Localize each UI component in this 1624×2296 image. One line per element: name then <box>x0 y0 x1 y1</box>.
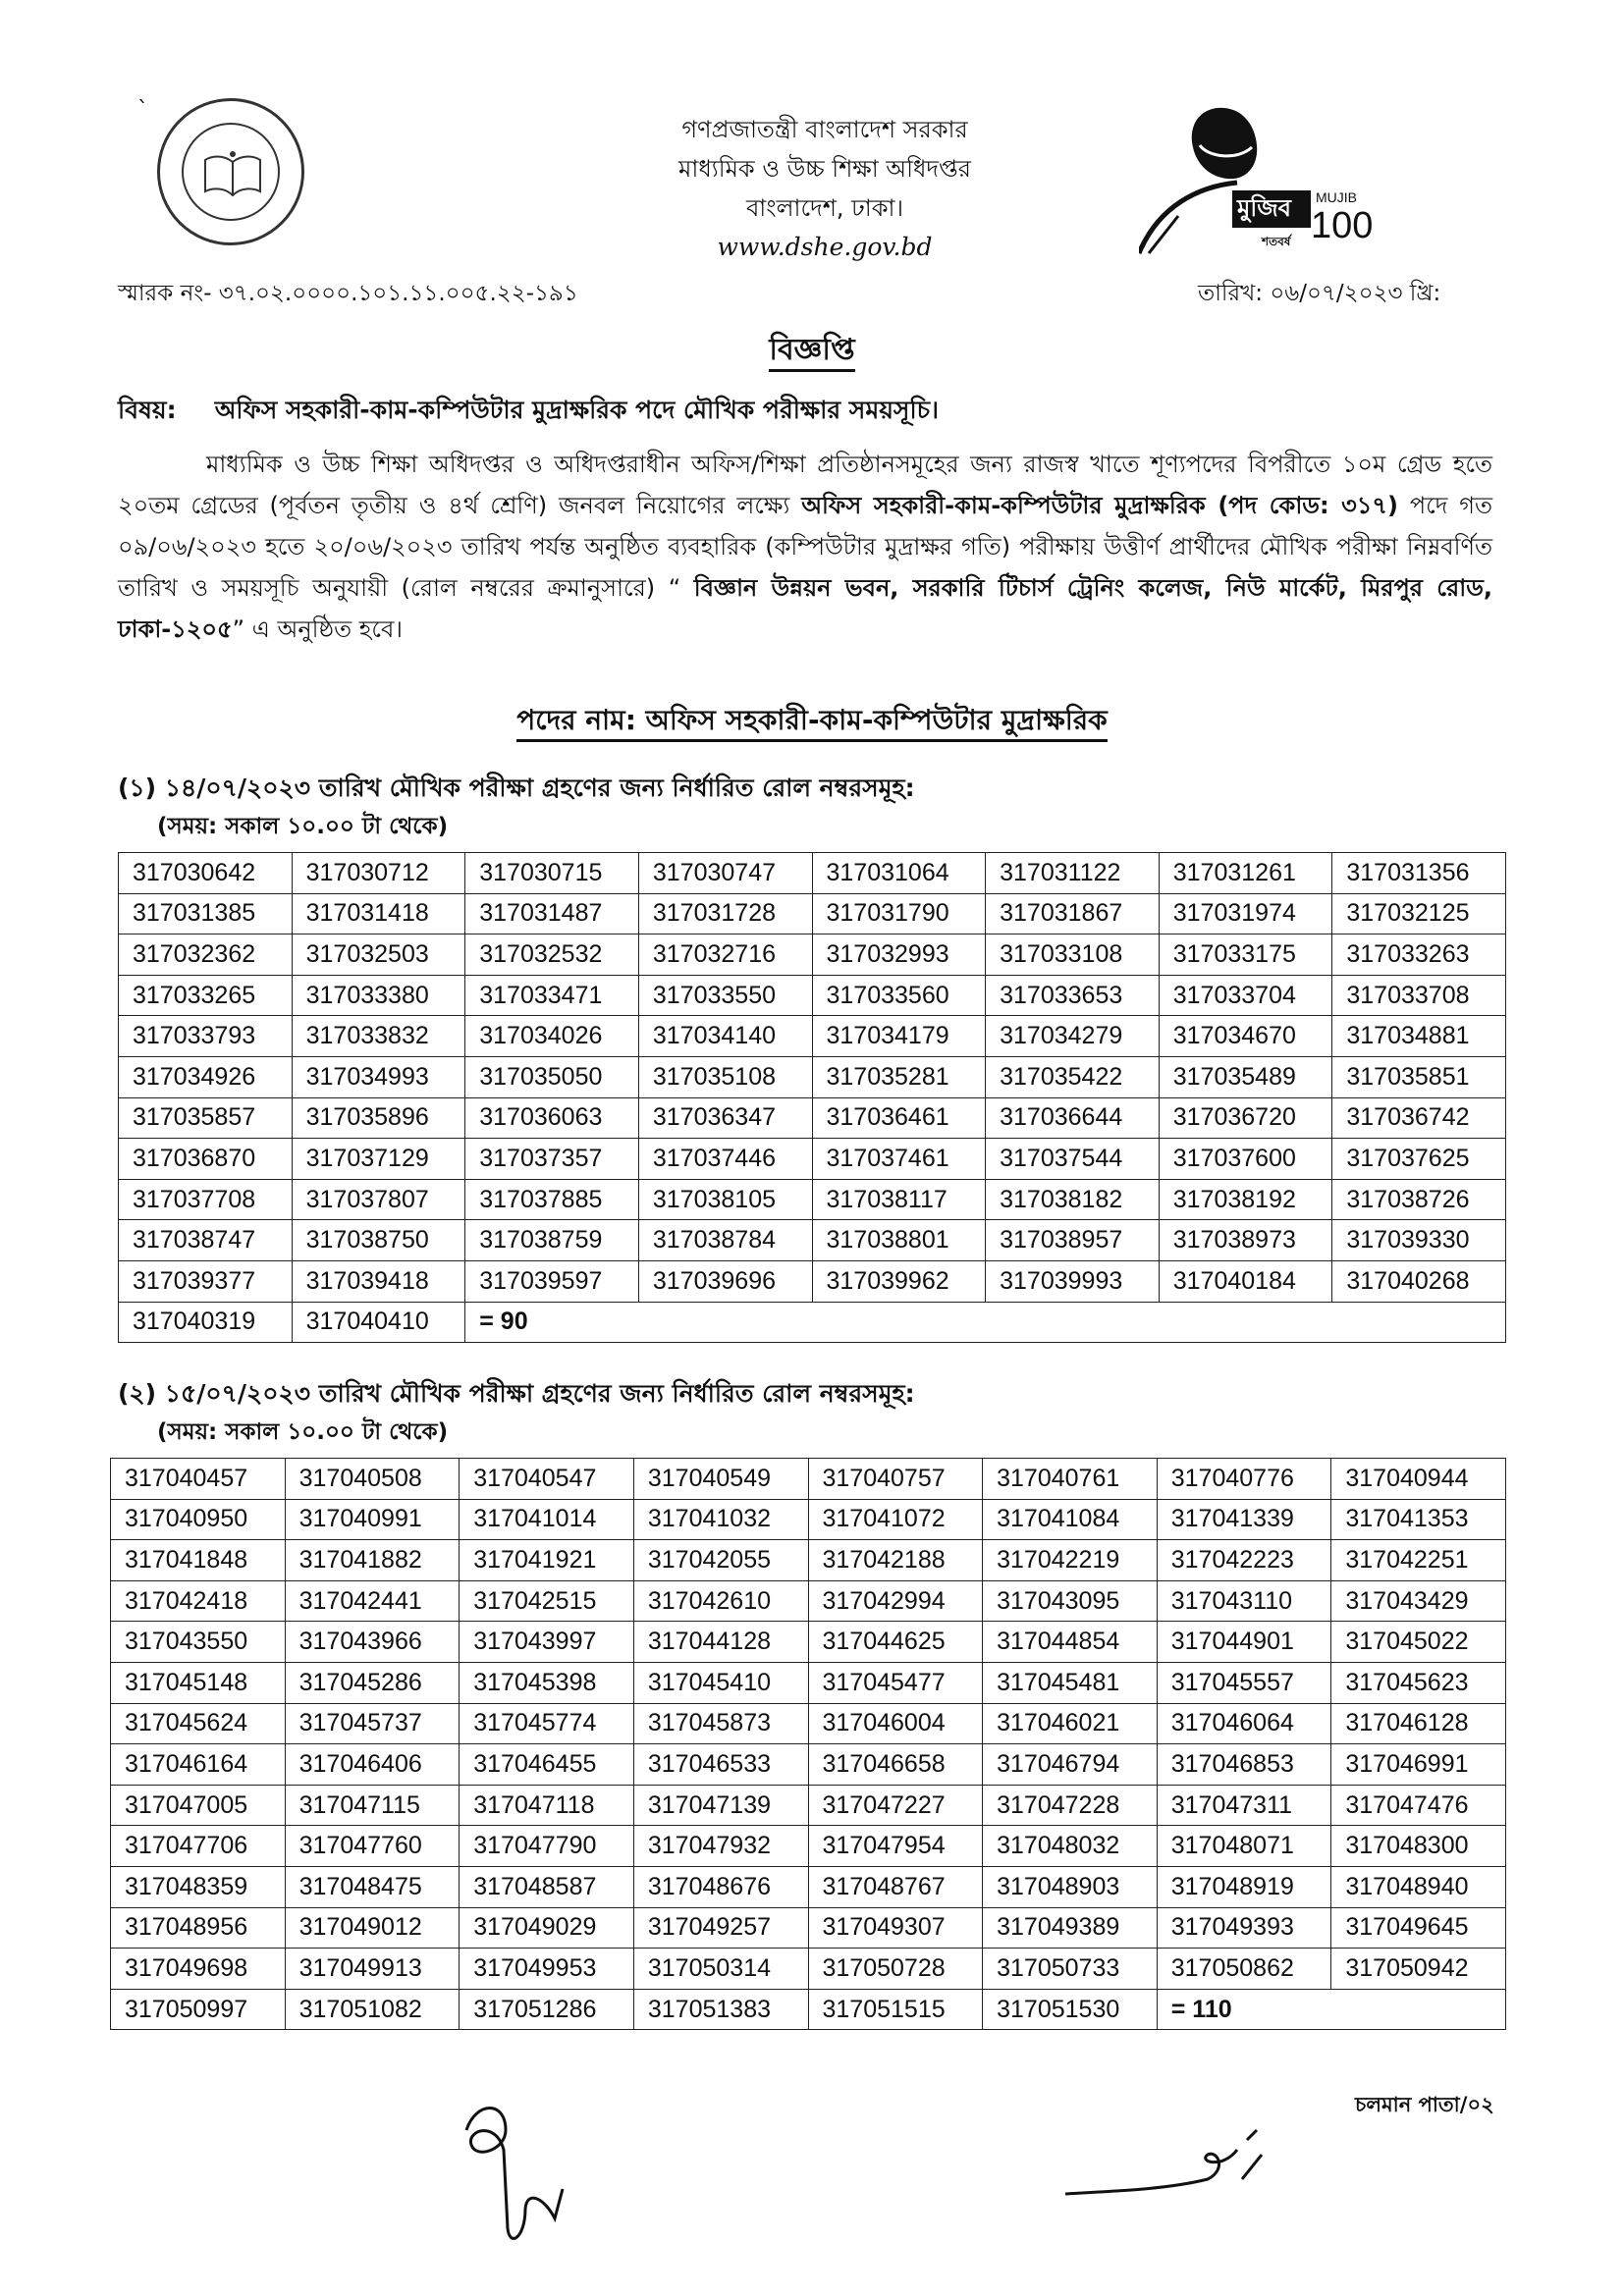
roll-number-cell: 317045623 <box>1331 1662 1506 1703</box>
roll-number-cell: 317042188 <box>808 1540 983 1581</box>
body-part2: পদে গত ০৯/০৬/২০২৩ হতে ২০/০৬/২০২৩ তারিখ পর্যন্ত অনুষ্ঠিত ব্যবহারিক (কম্পিউটার মুদ্রাক্ষর গতি) পরীক্ষায় উত্তীর্ণ প্রার্থীদের মৌখিক পরীক্ষা নিম্নবর্ণিত তারিখ ও সময়সূচি অনুযায়ী (রোল নম্বরের ক্রমানুসারে) “ <box>118 492 1492 602</box>
section2-roll-table <box>110 1458 1506 2030</box>
section2-time: (সময়: সকাল ১০.০০ টা থেকে) <box>157 1419 449 1445</box>
roll-number-cell: 317041072 <box>808 1499 983 1540</box>
roll-number-cell: 317031122 <box>986 853 1160 894</box>
roll-number-cell: 317041084 <box>983 1499 1158 1540</box>
roll-number-cell: 317042219 <box>983 1540 1158 1581</box>
roll-number-cell: 317051286 <box>460 1989 634 2030</box>
roll-number-cell: 317050733 <box>983 1949 1158 1990</box>
roll-number-cell: 317047115 <box>285 1785 460 1826</box>
roll-number-cell: 317047005 <box>111 1785 286 1826</box>
roll-number-cell: 317044128 <box>633 1622 808 1663</box>
roll-number-cell: 317045557 <box>1157 1662 1331 1703</box>
roll-number-cell: 317041848 <box>111 1540 286 1581</box>
education-logo <box>157 98 304 245</box>
roll-number-cell: 317042441 <box>285 1580 460 1622</box>
svg-text:100: 100 <box>1311 205 1374 246</box>
roll-number-cell: 317039962 <box>812 1260 986 1302</box>
table-row <box>119 934 1506 976</box>
roll-number-cell: 317046021 <box>983 1703 1158 1744</box>
roll-number-cell: 317034993 <box>292 1056 465 1097</box>
roll-number-cell: 317046991 <box>1331 1744 1506 1786</box>
table-row <box>119 1097 1506 1139</box>
roll-number-cell: 317033560 <box>812 975 986 1016</box>
notice-title-text: বিজ্ঞপ্তি <box>769 333 854 372</box>
roll-number-cell: 317039418 <box>292 1260 465 1302</box>
roll-number-cell: 317036720 <box>1159 1097 1332 1139</box>
roll-number-cell: 317033704 <box>1159 975 1332 1016</box>
roll-number-cell: 317046128 <box>1331 1703 1506 1744</box>
roll-number-cell: 317048919 <box>1157 1866 1331 1907</box>
margin-mark: ˋ <box>137 98 148 123</box>
roll-number-cell: 317035857 <box>119 1097 293 1139</box>
roll-number-cell: 317034926 <box>119 1056 293 1097</box>
table-row <box>119 1220 1506 1261</box>
roll-number-cell: 317037708 <box>119 1179 293 1220</box>
roll-number-cell: 317047228 <box>983 1785 1158 1826</box>
svg-text:MUJIB: MUJIB <box>1316 189 1357 205</box>
roll-number-cell: 317038182 <box>986 1179 1160 1220</box>
roll-number-cell: 317045774 <box>460 1703 634 1744</box>
roll-number-cell: 317043966 <box>285 1622 460 1663</box>
table-row <box>119 1179 1506 1220</box>
roll-number-cell: 317031356 <box>1332 853 1506 894</box>
roll-number-cell: 317032993 <box>812 934 986 976</box>
roll-number-cell: 317040547 <box>460 1459 634 1500</box>
table-row <box>111 1989 1506 2030</box>
roll-number-cell: 317040761 <box>983 1459 1158 1500</box>
roll-number-cell: 317049393 <box>1157 1907 1331 1949</box>
roll-number-cell: 317030712 <box>292 853 465 894</box>
roll-number-cell: 317038747 <box>119 1220 293 1261</box>
header-line1: গণপ্রজাতন্ত্রী বাংলাদেশ সরকার <box>681 116 968 143</box>
roll-number-cell: 317038801 <box>812 1220 986 1261</box>
signature-left <box>447 2091 584 2258</box>
roll-number-cell: 317049645 <box>1331 1907 1506 1949</box>
roll-number-cell: 317037885 <box>465 1179 639 1220</box>
roll-number-cell: 317046064 <box>1157 1703 1331 1744</box>
roll-number-cell: 317045624 <box>111 1703 286 1744</box>
roll-number-cell: 317043429 <box>1331 1580 1506 1622</box>
table-row <box>111 1703 1506 1744</box>
roll-number-cell: 317040776 <box>1157 1459 1331 1500</box>
roll-number-cell: 317047311 <box>1157 1785 1331 1826</box>
roll-number-cell: 317043110 <box>1157 1580 1331 1622</box>
roll-number-cell: 317038759 <box>465 1220 639 1261</box>
table-row <box>119 1302 1506 1343</box>
roll-number-cell: 317040457 <box>111 1459 286 1500</box>
table-row <box>111 1662 1506 1703</box>
roll-number-cell: 317043997 <box>460 1622 634 1663</box>
table-row <box>119 1056 1506 1097</box>
roll-number-cell: 317034179 <box>812 1016 986 1057</box>
issue-date: তারিখ: ০৬/০৭/২০২৩ খ্রি: <box>1198 281 1441 306</box>
roll-number-cell: 317049029 <box>460 1907 634 1949</box>
roll-number-cell: 317048475 <box>285 1866 460 1907</box>
roll-number-cell: 317034279 <box>986 1016 1160 1057</box>
table-row <box>119 1139 1506 1180</box>
roll-number-cell: 317047139 <box>633 1785 808 1826</box>
body-part3: ” এ অনুষ্ঠিত হবে। <box>232 615 404 643</box>
roll-number-cell: 317041921 <box>460 1540 634 1581</box>
roll-number-cell: 317047790 <box>460 1826 634 1867</box>
roll-number-cell: 317045477 <box>808 1662 983 1703</box>
roll-number-cell: 317040991 <box>285 1499 460 1540</box>
section1-roll-table <box>118 852 1506 1343</box>
table-row <box>111 1907 1506 1949</box>
roll-number-cell: 317048940 <box>1331 1866 1506 1907</box>
table-row <box>119 1016 1506 1057</box>
roll-number-cell: 317033832 <box>292 1016 465 1057</box>
notice-title <box>0 326 1624 376</box>
roll-number-cell: 317040268 <box>1332 1260 1506 1302</box>
roll-number-cell: 317046164 <box>111 1744 286 1786</box>
roll-number-cell: 317044901 <box>1157 1622 1331 1663</box>
post-heading-text: পদের নাম: অফিস সহকারী-কাম-কম্পিউটার মুদ্রাক্ষরিক <box>516 704 1108 742</box>
roll-number-cell: 317045481 <box>983 1662 1158 1703</box>
table-row <box>119 853 1506 894</box>
section2-title: (২) ১৫/০৭/২০২৩ তারিখ মৌখিক পরীক্ষা গ্রহণের জন্য নির্ধারিত রোল নম্বরসমূহ: <box>118 1379 915 1408</box>
roll-number-cell: 317033653 <box>986 975 1160 1016</box>
section1-title: (১) ১৪/০৭/২০২৩ তারিখ মৌখিক পরীক্ষা গ্রহণের জন্য নির্ধারিত রোল নম্বরসমূহ: <box>118 774 915 802</box>
roll-number-cell: 317039696 <box>638 1260 812 1302</box>
post-heading <box>0 699 1624 745</box>
roll-number-cell: 317047476 <box>1331 1785 1506 1826</box>
roll-number-cell: 317049698 <box>111 1949 286 1990</box>
roll-number-cell: 317044854 <box>983 1622 1158 1663</box>
roll-number-cell: 317048676 <box>633 1866 808 1907</box>
roll-number-cell: 317050728 <box>808 1949 983 1990</box>
roll-number-cell: 317030747 <box>638 853 812 894</box>
table-row <box>111 1459 1506 1500</box>
roll-number-cell: 317048903 <box>983 1866 1158 1907</box>
roll-number-cell: 317044625 <box>808 1622 983 1663</box>
roll-number-cell: 317051530 <box>983 1989 1158 2030</box>
roll-number-cell: 317031385 <box>119 893 293 934</box>
roll-number-cell: 317049913 <box>285 1949 460 1990</box>
roll-number-cell: 317033380 <box>292 975 465 1016</box>
roll-number-cell: 317033263 <box>1332 934 1506 976</box>
roll-number-cell: 317037446 <box>638 1139 812 1180</box>
roll-number-cell: 317046004 <box>808 1703 983 1744</box>
roll-number-cell: 317040410 <box>292 1302 465 1343</box>
roll-number-cell: 317030642 <box>119 853 293 894</box>
roll-number-cell: 317030715 <box>465 853 639 894</box>
roll-number-cell: 317037129 <box>292 1139 465 1180</box>
roll-number-cell: 317047706 <box>111 1826 286 1867</box>
roll-number-cell: 317033471 <box>465 975 639 1016</box>
roll-number-cell: 317038117 <box>812 1179 986 1220</box>
roll-number-cell: 317031974 <box>1159 893 1332 934</box>
roll-number-cell: 317040950 <box>111 1499 286 1540</box>
roll-number-cell: 317041032 <box>633 1499 808 1540</box>
book-icon <box>203 150 262 199</box>
roll-number-cell: 317042418 <box>111 1580 286 1622</box>
mujib-100-logo <box>1139 88 1384 255</box>
memo-number: স্মারক নং- ৩৭.০২.০০০০.১০১.১১.০০৫.২২-১৯১ <box>118 281 578 306</box>
roll-number-cell: 317038105 <box>638 1179 812 1220</box>
roll-number-cell: 317035050 <box>465 1056 639 1097</box>
roll-number-cell: 317047932 <box>633 1826 808 1867</box>
roll-number-cell: 317037544 <box>986 1139 1160 1180</box>
svg-text:শতবর্ষ: শতবর্ষ <box>1262 235 1291 248</box>
roll-number-cell: 317036742 <box>1332 1097 1506 1139</box>
table-row <box>111 1580 1506 1622</box>
body-part1: মাধ্যমিক ও উচ্চ শিক্ষা অধিদপ্তর ও অধিদপ্তরাধীন অফিস/শিক্ষা প্রতিষ্ঠানসমূহের জন্য রাজস্ব খাতে শূণ্যপদের বিপরীতে ১০ম গ্রেড হতে ২০তম গ্রেডের (পূর্বতন তৃতীয় ও ৪র্থ শ্রেণি) জনবল নিয়োগের লক্ষ্যে <box>118 451 1492 519</box>
roll-number-cell: 317036644 <box>986 1097 1160 1139</box>
roll-number-cell: 317031728 <box>638 893 812 934</box>
roll-number-cell: 317036461 <box>812 1097 986 1139</box>
continuation-note: চলমান পাতা/০২ <box>1355 2093 1494 2116</box>
roll-number-cell: 317051082 <box>285 1989 460 2030</box>
roll-number-cell: 317050314 <box>633 1949 808 1990</box>
roll-number-cell: 317038957 <box>986 1220 1160 1261</box>
section1-time: (সময়: সকাল ১০.০০ টা থেকে) <box>157 814 449 839</box>
body-post-code: অফিস সহকারী-কাম-কম্পিউটার মুদ্রাক্ষরিক (পদ কোড: ৩১৭) <box>801 492 1398 519</box>
roll-number-cell: 317037600 <box>1159 1139 1332 1180</box>
roll-number-cell: 317042055 <box>633 1540 808 1581</box>
roll-number-cell: 317034881 <box>1332 1016 1506 1057</box>
website-link[interactable]: www.dshe.gov.bd <box>717 233 933 261</box>
roll-number-cell: 317043550 <box>111 1622 286 1663</box>
table-row <box>111 1866 1506 1907</box>
roll-number-cell: 317032503 <box>292 934 465 976</box>
table-row <box>119 1260 1506 1302</box>
body-venue: বিজ্ঞান উন্নয়ন ভবন, সরকারি টিচার্স ট্রেনিং কলেজ, নিউ মার্কেট, মিরপুর রোড, ঢাকা-১২০৫ <box>118 574 1492 643</box>
roll-number-cell: 317034670 <box>1159 1016 1332 1057</box>
table-row <box>111 1949 1506 1990</box>
roll-number-cell: 317046658 <box>808 1744 983 1786</box>
roll-number-cell: 317041882 <box>285 1540 460 1581</box>
roll-number-cell: 317033793 <box>119 1016 293 1057</box>
roll-number-cell: 317035896 <box>292 1097 465 1139</box>
roll-number-cell: 317050942 <box>1331 1949 1506 1990</box>
roll-number-cell: 317045022 <box>1331 1622 1506 1663</box>
roll-number-cell: 317035108 <box>638 1056 812 1097</box>
header-line3: বাংলাদেশ, ঢাকা। <box>745 194 904 222</box>
roll-number-cell: 317035281 <box>812 1056 986 1097</box>
roll-number-cell: 317045873 <box>633 1703 808 1744</box>
roll-number-cell: 317033175 <box>1159 934 1332 976</box>
roll-number-cell: 317039993 <box>986 1260 1160 1302</box>
roll-number-cell: 317046853 <box>1157 1744 1331 1786</box>
roll-number-cell: 317041014 <box>460 1499 634 1540</box>
signature-right <box>1060 2101 1296 2209</box>
roll-number-cell: 317036063 <box>465 1097 639 1139</box>
table-row <box>119 893 1506 934</box>
roll-number-cell: 317038750 <box>292 1220 465 1261</box>
roll-number-cell: 317045286 <box>285 1662 460 1703</box>
roll-number-cell: 317051383 <box>633 1989 808 2030</box>
body-paragraph <box>118 444 1492 650</box>
roll-number-cell: 317045398 <box>460 1662 634 1703</box>
subject-text: অফিস সহকারী-কাম-কম্পিউটার মুদ্রাক্ষরিক পদে মৌখিক পরীক্ষার সময়সূচি। <box>214 396 940 424</box>
roll-number-cell: 317040757 <box>808 1459 983 1500</box>
roll-number-cell: 317045148 <box>111 1662 286 1703</box>
roll-number-cell: 317048956 <box>111 1907 286 1949</box>
roll-number-cell: 317049012 <box>285 1907 460 1949</box>
roll-number-cell: 317040549 <box>633 1459 808 1500</box>
roll-number-cell: 317036870 <box>119 1139 293 1180</box>
roll-number-cell: 317035851 <box>1332 1056 1506 1097</box>
roll-number-cell: 317034026 <box>465 1016 639 1057</box>
roll-number-cell: 317037807 <box>292 1179 465 1220</box>
roll-number-cell: 317047760 <box>285 1826 460 1867</box>
table-row <box>119 975 1506 1016</box>
roll-number-cell: 317037357 <box>465 1139 639 1180</box>
roll-number-cell: 317050862 <box>1157 1949 1331 1990</box>
roll-number-cell: 317031867 <box>986 893 1160 934</box>
roll-number-cell: 317042223 <box>1157 1540 1331 1581</box>
roll-number-cell: 317039597 <box>465 1260 639 1302</box>
roll-number-cell: 317049953 <box>460 1949 634 1990</box>
roll-number-cell: 317049389 <box>983 1907 1158 1949</box>
roll-number-cell: 317038973 <box>1159 1220 1332 1261</box>
roll-number-cell: 317032125 <box>1332 893 1506 934</box>
roll-number-cell: 317047118 <box>460 1785 634 1826</box>
roll-number-cell: 317033108 <box>986 934 1160 976</box>
roll-number-cell: 317033550 <box>638 975 812 1016</box>
roll-number-cell: 317048767 <box>808 1866 983 1907</box>
table-row <box>111 1540 1506 1581</box>
roll-number-cell: 317048032 <box>983 1826 1158 1867</box>
roll-number-cell: 317041353 <box>1331 1499 1506 1540</box>
roll-number-cell: 317048587 <box>460 1866 634 1907</box>
roll-number-cell: 317038726 <box>1332 1179 1506 1220</box>
roll-number-cell: 317040319 <box>119 1302 293 1343</box>
roll-number-cell: 317036347 <box>638 1097 812 1139</box>
roll-number-cell: 317031418 <box>292 893 465 934</box>
roll-number-cell: 317042515 <box>460 1580 634 1622</box>
subject-line <box>118 391 939 433</box>
roll-number-cell: 317039377 <box>119 1260 293 1302</box>
table-row <box>111 1785 1506 1826</box>
roll-number-cell: 317046794 <box>983 1744 1158 1786</box>
roll-number-cell: 317049257 <box>633 1907 808 1949</box>
total-count-cell: = 110 <box>1157 1989 1505 2030</box>
header-line2: মাধ্যমিক ও উচ্চ শিক্ষা অধিদপ্তর <box>678 155 971 183</box>
roll-number-cell: 317031790 <box>812 893 986 934</box>
roll-number-cell: 317032532 <box>465 934 639 976</box>
roll-number-cell: 317031064 <box>812 853 986 894</box>
roll-number-cell: 317048300 <box>1331 1826 1506 1867</box>
roll-number-cell: 317041339 <box>1157 1499 1331 1540</box>
roll-number-cell: 317045737 <box>285 1703 460 1744</box>
table-row <box>111 1499 1506 1540</box>
total-count-cell: = 90 <box>465 1302 1506 1343</box>
roll-number-cell: 317039330 <box>1332 1220 1506 1261</box>
roll-number-cell: 317037461 <box>812 1139 986 1180</box>
roll-number-cell: 317031261 <box>1159 853 1332 894</box>
roll-number-cell: 317047954 <box>808 1826 983 1867</box>
roll-number-cell: 317032716 <box>638 934 812 976</box>
roll-number-cell: 317034140 <box>638 1016 812 1057</box>
roll-number-cell: 317031487 <box>465 893 639 934</box>
roll-number-cell: 317047227 <box>808 1785 983 1826</box>
roll-number-cell: 317037625 <box>1332 1139 1506 1180</box>
roll-number-cell: 317032362 <box>119 934 293 976</box>
roll-number-cell: 317050997 <box>111 1989 286 2030</box>
svg-text:মুজিব: মুজিব <box>1237 194 1292 222</box>
roll-number-cell: 317049307 <box>808 1907 983 1949</box>
roll-number-cell: 317043095 <box>983 1580 1158 1622</box>
roll-number-cell: 317045410 <box>633 1662 808 1703</box>
roll-number-cell: 317035489 <box>1159 1056 1332 1097</box>
roll-number-cell: 317042610 <box>633 1580 808 1622</box>
roll-number-cell: 317046406 <box>285 1744 460 1786</box>
roll-number-cell: 317042994 <box>808 1580 983 1622</box>
roll-number-cell: 317046533 <box>633 1744 808 1786</box>
roll-number-cell: 317040508 <box>285 1459 460 1500</box>
roll-number-cell: 317051515 <box>808 1989 983 2030</box>
table-row <box>111 1744 1506 1786</box>
roll-number-cell: 317038784 <box>638 1220 812 1261</box>
roll-number-cell: 317048071 <box>1157 1826 1331 1867</box>
table-row <box>111 1622 1506 1663</box>
government-header <box>550 110 1100 267</box>
roll-number-cell: 317040184 <box>1159 1260 1332 1302</box>
roll-number-cell: 317042251 <box>1331 1540 1506 1581</box>
roll-number-cell: 317040944 <box>1331 1459 1506 1500</box>
roll-number-cell: 317048359 <box>111 1866 286 1907</box>
roll-number-cell: 317035422 <box>986 1056 1160 1097</box>
table-row <box>111 1826 1506 1867</box>
subject-label: বিষয়: <box>118 396 177 424</box>
roll-number-cell: 317033265 <box>119 975 293 1016</box>
roll-number-cell: 317038192 <box>1159 1179 1332 1220</box>
roll-number-cell: 317046455 <box>460 1744 634 1786</box>
roll-number-cell: 317033708 <box>1332 975 1506 1016</box>
